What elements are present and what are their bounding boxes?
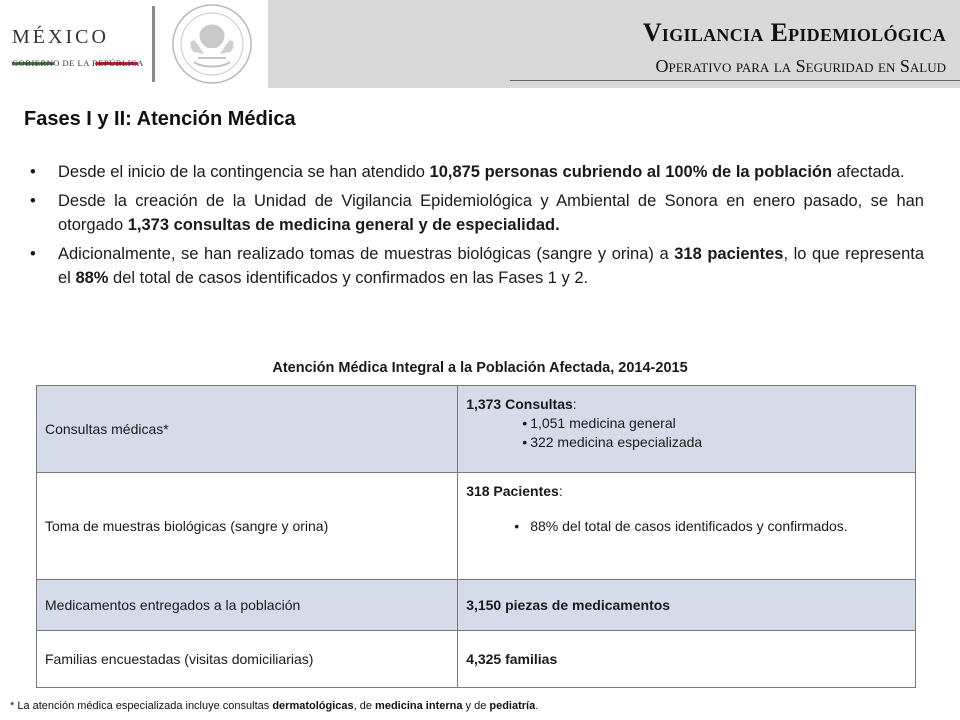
table-cell-label: Familias encuestadas (visitas domiciliarias) — [37, 631, 458, 688]
table-cell-value: 4,325 familias — [458, 631, 916, 688]
list-item-text: 1,051 medicina general — [530, 415, 676, 431]
bullet-highlight: 88% — [75, 269, 109, 287]
page-title: Vigilancia Epidemiológica — [642, 18, 946, 47]
bullet-highlight: 1,373 consultas de medicina general y de especialidad. — [127, 216, 560, 234]
table-row — [37, 631, 916, 688]
section-title: Fases I y II: Atención Médica — [24, 108, 296, 130]
table-cell-value: 3,150 piezas de medicamentos — [458, 580, 916, 631]
logo-divider — [152, 6, 155, 82]
list-item — [466, 434, 907, 450]
bullet-highlight: 318 pacientes — [674, 244, 784, 263]
bullet-icon: • — [30, 191, 36, 210]
bullet-icon: • — [514, 518, 520, 534]
page-subtitle: Operativo para la Seguridad en Salud — [655, 56, 946, 76]
table-title: Atención Médica Integral a la Población Afectada, 2014-2015 — [272, 360, 688, 376]
bullet-text: del total de casos identificados y confirmados en las Fases 1 y 2. — [108, 269, 589, 287]
bullet-item — [30, 242, 924, 291]
bullet-icon: • — [522, 434, 528, 450]
logo-country: MÉXICO — [12, 26, 109, 48]
list-item-text: 322 medicina especializada — [530, 434, 703, 450]
list-item — [466, 515, 907, 537]
footnote-highlight: dermatológicas — [272, 700, 354, 712]
bullet-text: afectada. — [832, 163, 905, 181]
footnote-text: . — [535, 700, 539, 712]
footnote-text: y de — [462, 700, 490, 712]
bullet-text: Desde la creación de la Unidad de Vigilancia Epidemiológica y Ambiental de Sonora en enero pasado, se han otorgado — [58, 191, 924, 234]
table-row — [37, 580, 916, 631]
bullet-text: , lo que representa el — [58, 244, 925, 287]
bullet-text: Desde el inicio de la contingencia se han atendido — [58, 163, 430, 181]
bullet-list — [30, 160, 924, 295]
coat-of-arms-icon — [160, 2, 264, 86]
page-header — [0, 0, 960, 88]
footnote-highlight: medicina interna — [375, 700, 463, 712]
table-cell-label: Toma de muestras biológicas (sangre y orina) — [37, 473, 458, 580]
list-item — [466, 415, 907, 431]
table-cell-label: Consultas médicas* — [37, 386, 458, 473]
bullet-icon: • — [30, 163, 36, 181]
value-heading: 1,373 Consultas — [466, 396, 573, 412]
footnote-text: , de — [353, 700, 376, 712]
logo-subtitle: GOBIERNO DE LA REPÚBLICA — [12, 58, 144, 68]
table-row — [37, 473, 916, 580]
bullet-icon: • — [522, 415, 528, 431]
footnote-text: * La atención médica especializada incluye consultas — [10, 700, 273, 712]
bullet-icon: • — [30, 244, 36, 263]
flag-stripe — [12, 52, 140, 55]
table-row — [37, 386, 916, 473]
footnote — [10, 700, 538, 712]
bullet-item — [30, 189, 924, 238]
list-item-text: 88% del total de casos identificados y confirmados. — [530, 518, 848, 534]
value-heading: 318 Pacientes — [466, 483, 559, 499]
table-cell-value: 318 Pacientes: • 88% del total de casos identificados y confirmados. — [458, 473, 916, 580]
summary-table — [36, 385, 916, 688]
bullet-item — [30, 160, 924, 185]
table-cell-value: 1,373 Consultas: • 1,051 medicina general • 322 medicina especializada — [458, 386, 916, 473]
footnote-highlight: pediatría — [489, 700, 536, 712]
subtitle-underline — [510, 80, 960, 81]
bullet-highlight: 10,875 personas cubriendo al 100% de la población — [429, 163, 833, 181]
logo-area — [0, 0, 268, 88]
bullet-text: Adicionalmente, se han realizado tomas de muestras biológicas (sangre y orina) a — [58, 244, 675, 263]
table-cell-label: Medicamentos entregados a la población — [37, 580, 458, 631]
